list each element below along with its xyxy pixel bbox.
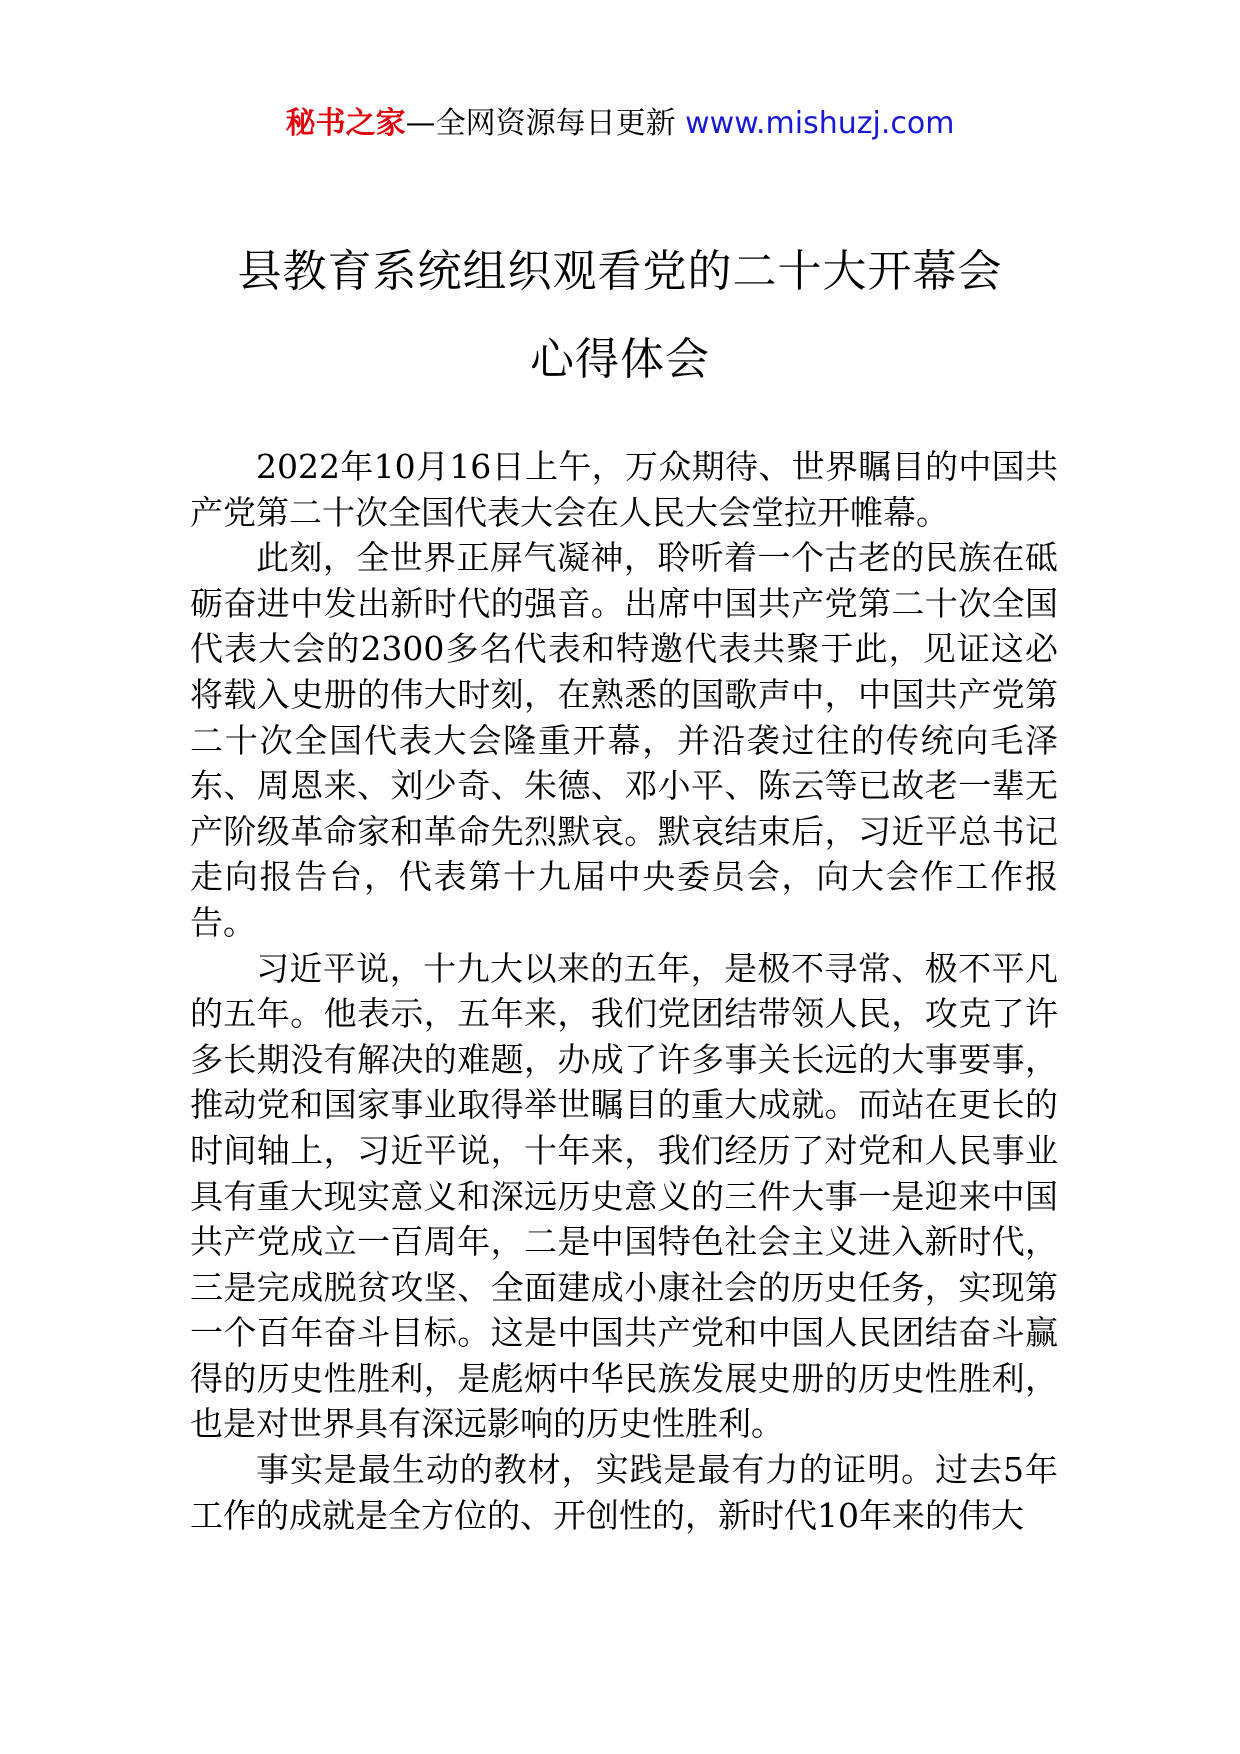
document-title [0,228,1240,404]
paragraph-3: 习近平说，十九大以来的五年，是极不寻常、极不平凡的五年。他表示，五年来，我们党团结带领人民，攻克了许多长期没有解决的难题，办成了许多事关长远的大事要事，推动党和国家事业取得举世瞩目的重大成就。而站在更长的时间轴上，习近平说，十年来，我们经历了对党和人民事业具有重大现实意义和深远历史意义的三件大事一是迎来中国共产党成立一百周年，二是中国特色社会主义进入新时代，三是完成脱贫攻坚、全面建成小康社会的历史任务，实现第一个百年奋斗目标。这是中国共产党和中国人民团结奋斗赢得的历史性胜利，是彪炳中华民族发展史册的历史性胜利，也是对世界具有深远影响的历史性胜利。 [190,948,1058,1444]
paragraph-2: 此刻，全世界正屏气凝神，聆听着一个古老的民族在砥砺奋进中发出新时代的强音。出席中国共产党第二十次全国代表大会的2300多名代表和特邀代表共聚于此，见证这必将载入史册的伟大时刻，在熟悉的国歌声中，中国共产党第二十次全国代表大会隆重开幕，并沿袭过往的传统向毛泽东、周恩来、刘少奇、朱德、邓小平、陈云等已故老一辈无产阶级革命家和革命先烈默哀。默哀结束后，习近平总书记走向报告台，代表第十九届中央委员会，向大会作工作报告。 [190,538,1058,942]
site-header [0,104,1240,144]
site-tagline: —全网资源每日更新 [405,106,686,141]
paragraph-1: 2022年10月16日上午，万众期待、世界瞩目的中国共产党第二十次全国代表大会在人民大会堂拉开帷幕。 [190,447,1058,532]
site-brand: 秘书之家 [285,106,406,141]
document-body [190,444,1058,1538]
title-line-2: 心得体会 [530,334,710,385]
site-url-link[interactable]: www.mishuzj.com [685,106,955,141]
title-line-1: 县教育系统组织观看党的二十大开幕会 [237,246,1003,297]
paragraph-4: 事实是最生动的教材，实践是最有力的证明。过去5年工作的成就是全方位的、开创性的，新时代10年来的伟大 [190,1450,1058,1535]
